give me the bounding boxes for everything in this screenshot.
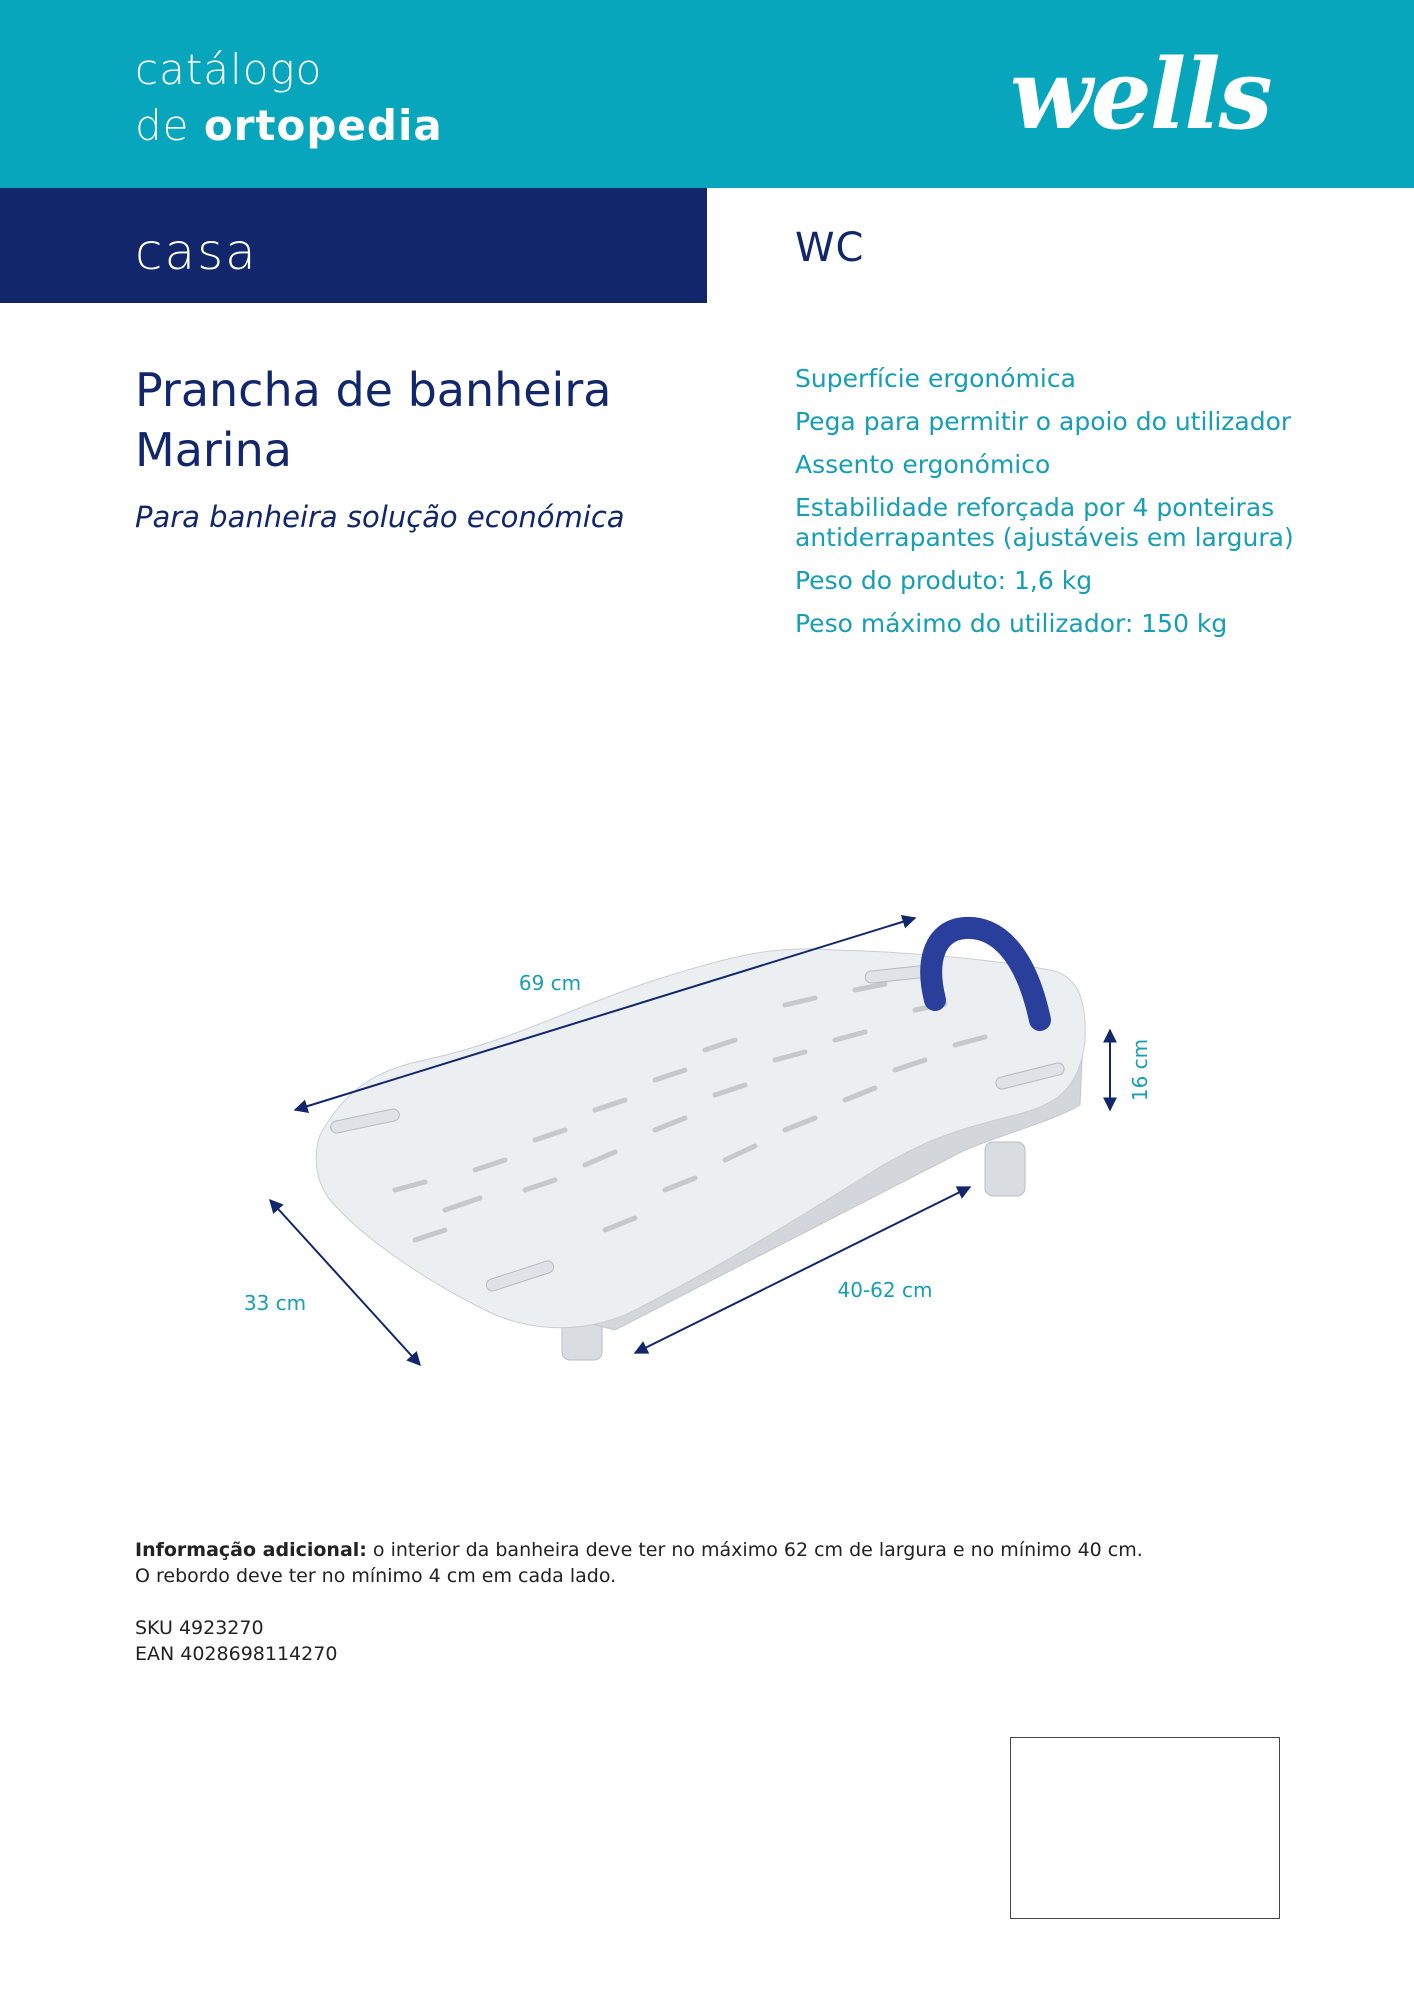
product-title-line1: Prancha de banheira xyxy=(135,363,612,417)
ean-code: EAN 4028698114270 xyxy=(135,1643,338,1665)
dimension-length-label: 69 cm xyxy=(518,971,582,995)
additional-info xyxy=(135,1537,1335,1589)
product-title-line2: Marina xyxy=(135,423,292,477)
catalog-title-line1: catálogo xyxy=(135,45,323,94)
feature-item: Superfície ergonómica xyxy=(795,364,1076,393)
feature-item: Peso do produto: 1,6 kg xyxy=(795,566,1093,595)
feature-item: Peso máximo do utilizador: 150 kg xyxy=(795,609,1228,638)
dimension-height-label: 16 cm xyxy=(1128,1038,1152,1102)
sku-code: SKU 4923270 xyxy=(135,1617,264,1639)
brand-logo: wells xyxy=(1010,38,1271,151)
feature-item: Pega para permitir o apoio do utilizador xyxy=(795,407,1292,436)
dimension-width-label: 40-62 cm xyxy=(837,1278,933,1302)
catalog-title-de: de xyxy=(135,101,190,150)
product-title xyxy=(135,360,735,480)
additional-info-label: Informação adicional: xyxy=(135,1539,367,1561)
product-codes xyxy=(135,1615,337,1667)
catalog-title xyxy=(135,42,443,154)
feature-list xyxy=(795,364,1295,652)
additional-info-text-line2: O rebordo deve ter no mínimo 4 cm em cada lado. xyxy=(135,1565,617,1587)
subsection-label: WC xyxy=(795,225,865,271)
section-band xyxy=(0,188,707,303)
feature-item: Estabilidade reforçada por 4 ponteiras antiderrapantes (ajustáveis em largura) xyxy=(795,493,1294,552)
feature-item: Assento ergonómico xyxy=(795,450,1051,479)
catalog-title-ortopedia: ortopedia xyxy=(203,101,443,150)
product-image xyxy=(235,890,1152,1390)
section-label: casa xyxy=(135,223,258,281)
dimension-depth-label: 33 cm xyxy=(243,1291,307,1315)
product-subtitle: Para banheira solução económica xyxy=(135,500,625,534)
additional-info-text: o interior da banheira deve ter no máximo 62 cm de largura e no mínimo 40 cm. xyxy=(366,1539,1143,1561)
empty-frame xyxy=(1010,1737,1280,1919)
